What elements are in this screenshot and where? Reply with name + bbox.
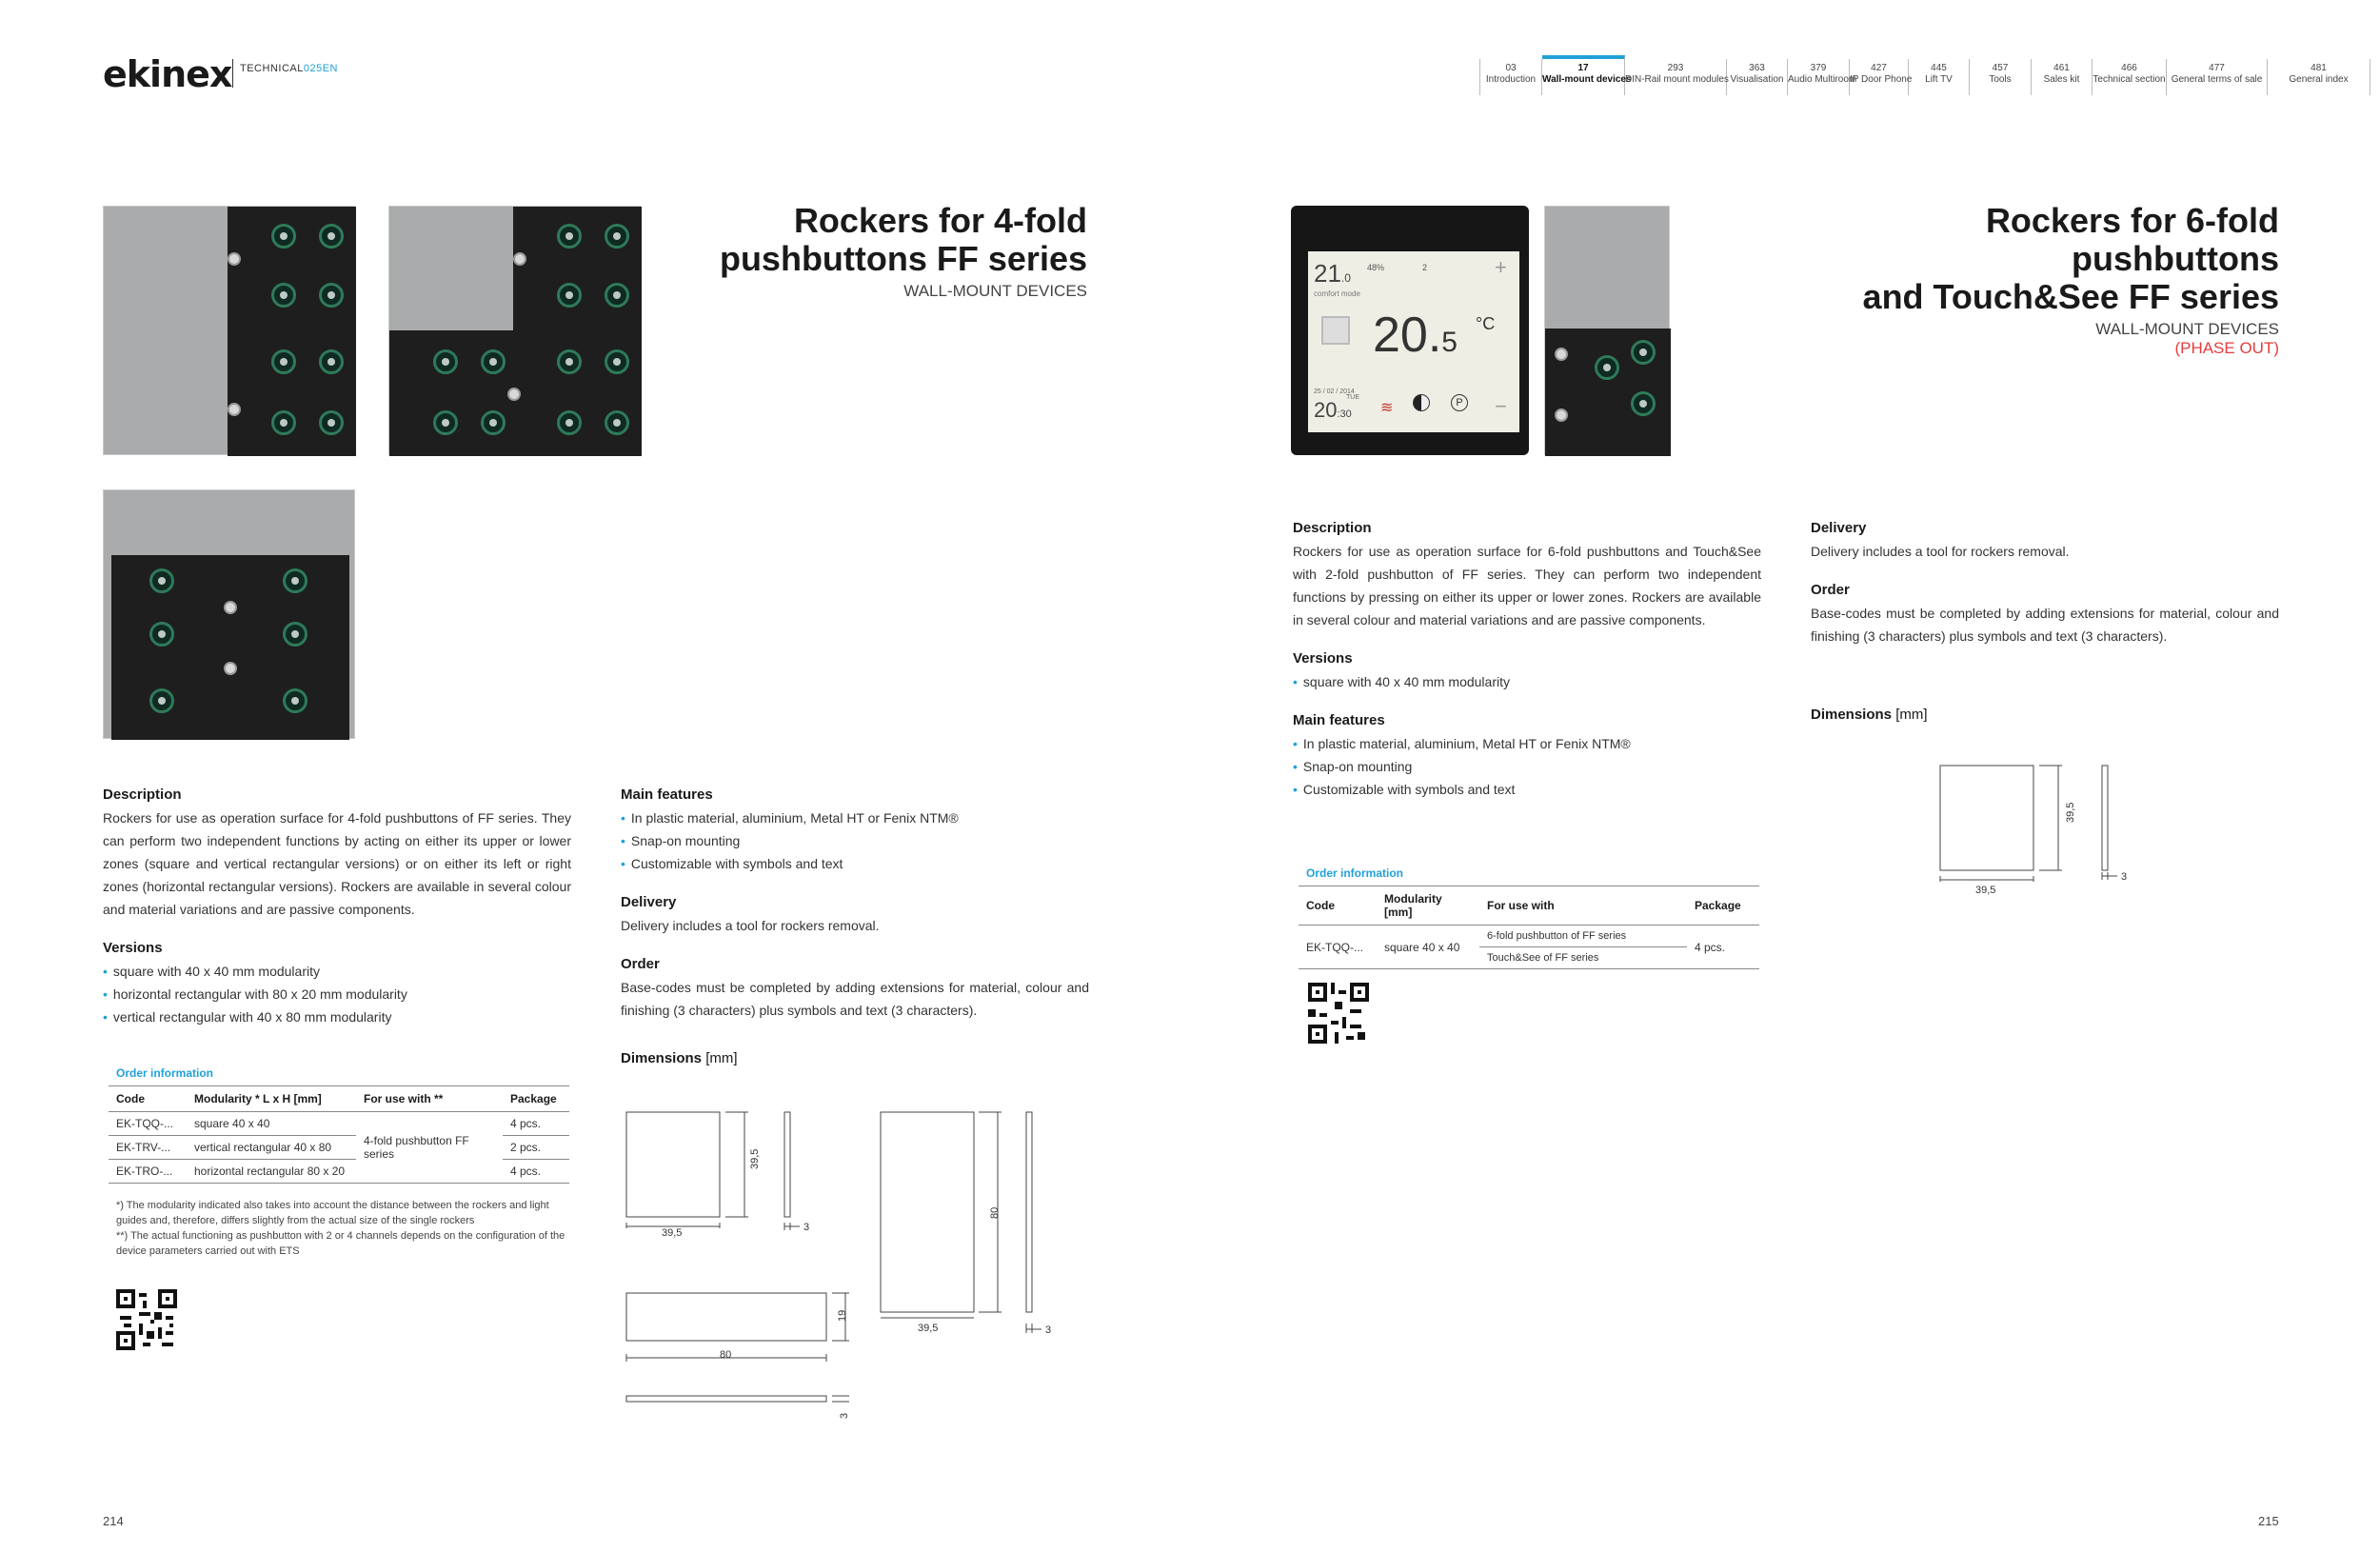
nav-num: 293 <box>1667 63 1684 73</box>
vertical-rocker-side <box>1026 1112 1032 1312</box>
qr-code[interactable] <box>1308 983 1369 1044</box>
description-heading: Description <box>103 786 182 803</box>
description-text: Rockers for use as operation surface for 6-fold pushbuttons and Touch&See with 2-fold pushbutton of FF series. They can perform two independent functions by pressing on either its upper or lower zones. Rockers are available in several colour and material variations and are passive components. <box>1293 544 1761 627</box>
led-button <box>149 622 174 647</box>
col-package: Package <box>503 1086 569 1112</box>
screen-temp-big <box>1373 307 1458 364</box>
screw <box>224 601 237 614</box>
dimension-drawings-left <box>619 1105 1076 1428</box>
led-button <box>1631 391 1656 416</box>
nav-num: 363 <box>1749 63 1765 73</box>
technical-code: 025EN <box>303 63 338 74</box>
screen-time <box>1314 398 1352 423</box>
nav-num: 445 <box>1931 63 1947 73</box>
product-image-vertical-rocker <box>388 206 641 455</box>
technical-label <box>240 63 338 74</box>
dimensions-heading <box>621 1050 1089 1066</box>
dim-label: 80 <box>720 1349 732 1361</box>
time-hour: 20 <box>1314 398 1338 422</box>
led-button <box>605 283 629 308</box>
page-number-right: 215 <box>2258 1514 2279 1528</box>
page-subtitle: WALL-MOUNT DEVICES <box>903 282 1087 300</box>
heating-icon[interactable]: ≋ <box>1380 400 1394 416</box>
nav-tools[interactable] <box>1970 59 2032 95</box>
dim-label: 3 <box>1045 1324 1052 1336</box>
nav-label: Lift TV <box>1925 74 1953 85</box>
order-heading: Order <box>1811 582 1850 598</box>
grid-menu-icon[interactable] <box>1321 316 1350 345</box>
cell-mod: square 40 x 40 <box>1377 926 1479 969</box>
col-package: Package <box>1687 886 1759 926</box>
led-button <box>557 224 582 249</box>
features-heading: Main features <box>1293 712 1385 728</box>
dim-label: 19 <box>837 1309 848 1322</box>
table-footnotes <box>116 1198 571 1259</box>
cell-use-with: Touch&See of FF series <box>1479 947 1687 969</box>
screw <box>224 662 237 675</box>
delivery-text: Delivery includes a tool for rockers removal. <box>1811 544 2070 559</box>
led-button <box>271 349 296 374</box>
cell-mod: vertical rectangular 40 x 80 <box>187 1136 356 1160</box>
led-button <box>1631 340 1656 365</box>
table-header-row <box>109 1086 569 1112</box>
technical-label-text: TECHNICAL <box>240 63 304 74</box>
nav-num: 379 <box>1810 63 1827 73</box>
cell-pkg: 4 pcs. <box>503 1112 569 1136</box>
screen-mode: comfort mode <box>1314 289 1360 298</box>
touch-and-see-device <box>1291 206 1529 455</box>
screw <box>507 388 521 401</box>
temp-big: 20. <box>1373 308 1442 363</box>
dimensions-heading-text: Dimensions <box>1811 707 1893 723</box>
table-row <box>109 1112 569 1136</box>
list-item: • horizontal rectangular with 80 x 20 mm modularity <box>103 983 571 1005</box>
dimensions-heading-text: Dimensions <box>621 1050 703 1066</box>
minus-icon[interactable]: − <box>1495 394 1507 418</box>
led-button <box>319 224 344 249</box>
page-title-line1: Rockers for 6-fold pushbuttons <box>1985 201 2279 278</box>
nav-label: DIN-Rail mount modules <box>1625 74 1729 85</box>
vertical-rocker-front <box>881 1112 974 1312</box>
order-text: Base-codes must be completed by adding extensions for material, colour and finishing (3 characters) plus symbols and text (3 characters). <box>621 980 1089 1018</box>
screen-humidity: 48% <box>1367 263 1385 272</box>
led-button <box>557 410 582 435</box>
order-text: Base-codes must be completed by adding extensions for material, colour and finishing (3 characters) plus symbols and text (3 characters). <box>1811 606 2279 644</box>
led-button <box>433 349 458 374</box>
led-button <box>605 224 629 249</box>
led-button <box>271 224 296 249</box>
page-title-line1: Rockers for 4-fold <box>793 201 1087 240</box>
pushbutton-panel <box>513 207 642 330</box>
page-number-left: 214 <box>103 1514 124 1528</box>
screw <box>1555 408 1568 422</box>
list-item: • vertical rectangular with 40 x 80 mm modularity <box>103 1005 571 1028</box>
versions-list <box>1293 670 1761 693</box>
time-min: :30 <box>1337 408 1352 420</box>
col-code: Code <box>1299 886 1377 926</box>
led-button <box>433 410 458 435</box>
features-list <box>621 806 1089 875</box>
product-image-square-rocker <box>103 206 355 455</box>
dim-label: 39,5 <box>749 1148 761 1169</box>
list-item: • square with 40 x 40 mm modularity <box>1293 670 1761 693</box>
nav-num: 461 <box>2053 63 2070 73</box>
led-button <box>149 688 174 713</box>
left-title-block <box>704 202 1087 301</box>
led-button <box>481 410 506 435</box>
nav-label: General index <box>2289 74 2349 85</box>
pushbutton-panel <box>228 207 356 456</box>
led-button <box>271 283 296 308</box>
order-information-label: Order information <box>116 1066 214 1080</box>
dimensions-heading <box>1811 707 2279 723</box>
cell-use-with: 6-fold pushbutton of FF series <box>1479 926 1687 947</box>
chapter-navigation <box>1479 59 2370 95</box>
cell-pkg: 2 pcs. <box>503 1136 569 1160</box>
led-button <box>605 349 629 374</box>
led-button <box>149 568 174 593</box>
logo-divider <box>232 59 233 88</box>
pushbutton-panel <box>1545 329 1671 456</box>
led-button <box>283 568 307 593</box>
rocker-side <box>2102 766 2108 870</box>
right-description-column <box>1293 520 1761 801</box>
p-mode-icon[interactable]: P <box>1451 394 1468 411</box>
dim-label: 3 <box>839 1412 850 1419</box>
led-button <box>557 283 582 308</box>
left-features-column <box>621 786 1089 1066</box>
nav-label: IP Door Phone <box>1850 74 1913 85</box>
led-button <box>481 349 506 374</box>
horizontal-rocker-side <box>626 1396 826 1402</box>
col-use-with: For use with <box>1479 886 1687 926</box>
screw <box>1555 348 1568 361</box>
col-code: Code <box>109 1086 187 1112</box>
nav-introduction[interactable] <box>1480 59 1542 95</box>
col-modularity: Modularity * L x H [mm] <box>187 1086 356 1112</box>
nav-num: 457 <box>1992 63 2009 73</box>
contrast-icon[interactable] <box>1413 394 1430 411</box>
nav-num: 481 <box>2311 63 2327 73</box>
cell-pkg: 4 pcs. <box>503 1160 569 1184</box>
features-list <box>1293 732 1761 801</box>
led-button <box>271 410 296 435</box>
square-rocker-front <box>626 1112 720 1217</box>
dim-label: 80 <box>989 1206 1001 1219</box>
right-title-block <box>1771 202 2279 358</box>
led-button <box>283 622 307 647</box>
order-information-label: Order information <box>1306 866 1404 880</box>
product-image-6fold-rocker <box>1544 206 1670 455</box>
temp-unit: °C <box>1476 314 1496 333</box>
product-image-horizontal-rocker <box>103 489 355 739</box>
nav-label: Technical section <box>2092 74 2166 85</box>
table-row <box>1299 926 1759 947</box>
versions-heading: Versions <box>103 940 163 956</box>
screw <box>228 252 241 266</box>
nav-ip-door-phone[interactable] <box>1850 59 1913 95</box>
temp-small: 21 <box>1314 259 1341 288</box>
ekinex-logo: ekinex <box>103 53 232 95</box>
delivery-heading: Delivery <box>1811 520 1867 536</box>
description-text: Rockers for use as operation surface for 4-fold pushbuttons of FF series. They can perform two independent functions by acting on either its upper or lower zones (square and vertical rectangular versions) or on either its left or right zones (horizontal rectangular versions). Rockers are available in several colour and material variations and are passive components. <box>103 810 571 917</box>
cell-mod: square 40 x 40 <box>187 1112 356 1136</box>
dimensions-unit: [mm] <box>705 1050 738 1066</box>
dim-label: 39,5 <box>918 1323 939 1334</box>
delivery-heading: Delivery <box>621 894 677 910</box>
list-item: • In plastic material, aluminium, Metal HT or Fenix NTM® <box>1293 732 1761 755</box>
dim-label: 3 <box>2121 871 2128 883</box>
led-button <box>319 283 344 308</box>
dim-label: 3 <box>803 1222 810 1233</box>
cell-code: EK-TRO-... <box>109 1160 187 1184</box>
temp-small-dec: .0 <box>1340 271 1351 285</box>
nav-label: Wall-mount devices <box>1542 74 1632 85</box>
plus-icon[interactable]: + <box>1495 255 1507 279</box>
list-item: • Snap-on mounting <box>621 829 1089 852</box>
nav-label: Visualisation <box>1730 74 1784 85</box>
nav-label: Tools <box>1989 74 2012 85</box>
led-button <box>1595 355 1619 380</box>
nav-sales-kit[interactable] <box>2032 59 2092 95</box>
versions-heading: Versions <box>1293 650 1353 667</box>
left-description-column <box>103 786 571 1028</box>
nav-num: 477 <box>2209 63 2225 73</box>
nav-visualisation[interactable] <box>1727 59 1788 95</box>
versions-list <box>103 960 571 1028</box>
footnote-1: *) The modularity indicated also takes into account the distance between the rockers and light guides and, therefore, differs slightly from the actual size of the single rockers <box>116 1200 549 1226</box>
led-button <box>319 349 344 374</box>
page-title-line2: and Touch&See FF series <box>1862 277 2279 316</box>
led-button <box>283 688 307 713</box>
cell-code: EK-TQQ-... <box>1299 926 1377 969</box>
cell-code: EK-TQQ-... <box>109 1112 187 1136</box>
led-button <box>605 410 629 435</box>
list-item: • Customizable with symbols and text <box>1293 778 1761 801</box>
right-delivery-column <box>1811 520 2279 723</box>
description-heading: Description <box>1293 520 1372 536</box>
delivery-text: Delivery includes a tool for rockers removal. <box>621 918 880 933</box>
list-item: • square with 40 x 40 mm modularity <box>103 960 571 983</box>
page-subtitle: WALL-MOUNT DEVICES <box>2095 320 2279 338</box>
dimension-drawings-right <box>1933 758 2152 901</box>
rocker-front <box>1940 766 2033 870</box>
nav-num: 427 <box>1871 63 1887 73</box>
nav-general-index[interactable] <box>2268 59 2370 95</box>
nav-label: Sales kit <box>2043 74 2080 85</box>
cell-mod: horizontal rectangular 80 x 20 <box>187 1160 356 1184</box>
temp-big-dec: 5 <box>1441 327 1458 358</box>
qr-code[interactable] <box>116 1289 177 1350</box>
nav-audio-multiroom[interactable] <box>1788 59 1857 95</box>
dim-label: 39,5 <box>662 1227 683 1239</box>
nav-wall-mount-devices[interactable] <box>1542 55 1632 95</box>
nav-label: Audio Multiroom <box>1788 74 1857 85</box>
screw <box>513 252 526 266</box>
screw <box>228 403 241 416</box>
cell-pkg: 4 pcs. <box>1687 926 1759 969</box>
screen-day: TUE <box>1346 394 1359 401</box>
order-table <box>109 1085 569 1184</box>
nav-num: 17 <box>1577 63 1589 73</box>
led-button <box>557 349 582 374</box>
list-item: • In plastic material, aluminium, Metal HT or Fenix NTM® <box>621 806 1089 829</box>
dimensions-unit: [mm] <box>1895 707 1928 723</box>
order-heading: Order <box>621 956 660 972</box>
col-use-with: For use with ** <box>356 1086 503 1112</box>
horizontal-rocker-front <box>626 1293 826 1341</box>
nav-label: Introduction <box>1485 74 1537 85</box>
nav-lift-tv[interactable] <box>1909 59 1970 95</box>
phase-out-label: (PHASE OUT) <box>2174 339 2279 357</box>
screen-fan: 2 <box>1422 263 1428 272</box>
nav-din-rail[interactable] <box>1625 59 1727 95</box>
nav-label: General terms of sale <box>2171 74 2263 85</box>
device-screen <box>1308 251 1519 432</box>
screen-date: 25 / 02 / 2014 <box>1314 388 1355 395</box>
list-item: • Customizable with symbols and text <box>621 852 1089 875</box>
nav-num: 03 <box>1505 63 1517 73</box>
screen-temp-small <box>1314 259 1351 289</box>
footnote-2: **) The actual functioning as pushbutton with 2 or 4 channels depends on the configuration of the device parameters carried out with ETS <box>116 1230 565 1257</box>
page-title-line2: pushbuttons FF series <box>719 239 1087 278</box>
cell-use-with: 4-fold pushbutton FF series <box>356 1112 503 1184</box>
list-item: • Snap-on mounting <box>1293 755 1761 778</box>
cell-code: EK-TRV-... <box>109 1136 187 1160</box>
nav-terms-of-sale[interactable] <box>2167 59 2268 95</box>
square-rocker-side <box>784 1112 790 1217</box>
dim-label: 39,5 <box>1975 885 1996 896</box>
features-heading: Main features <box>621 786 713 803</box>
nav-technical-section[interactable] <box>2092 59 2167 95</box>
table-header-row <box>1299 886 1759 926</box>
led-button <box>319 410 344 435</box>
nav-num: 466 <box>2121 63 2137 73</box>
pushbutton-panel <box>389 330 642 456</box>
order-table <box>1299 886 1759 969</box>
dim-label: 39,5 <box>2065 802 2076 823</box>
col-modularity: Modularity [mm] <box>1377 886 1479 926</box>
pushbutton-panel <box>111 555 349 740</box>
